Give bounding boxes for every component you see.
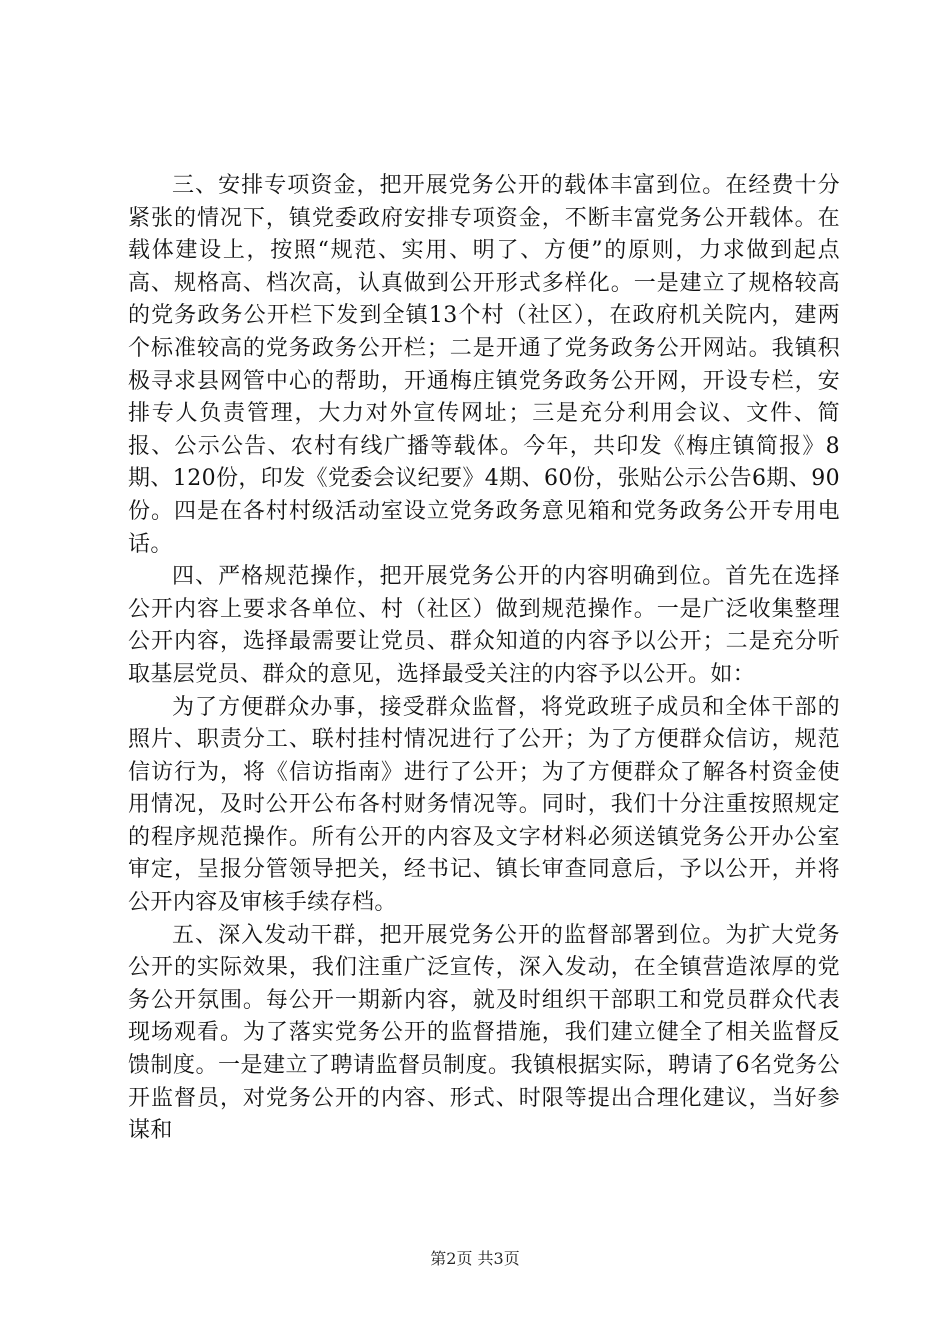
document-body <box>128 170 840 1148</box>
page-number-footer: 第2页 共3页 <box>430 1249 520 1268</box>
paragraph-examples: 为了方便群众办事，接受群众监督，将党政班子成员和全体干部的照片、职责分工、联村挂村情况进行了公开；为了方便群众信访，规范信访行为，将《信访指南》进行了公开；为了方便群众了解各村资金使用情况，及时公开公布各村财务情况等。同时，我们十分注重按照规定的程序规范操作。所有公开的内容及文字材料必须送镇党务公开办公室审定，呈报分管领导把关，经书记、镇长审查同意后，予以公开，并将公开内容及审核手续存档。 <box>128 694 840 916</box>
paragraph-section-four: 四、严格规范操作，把开展党务公开的内容明确到位。首先在选择公开内容上要求各单位、村（社区）做到规范操作。一是广泛收集整理公开内容，选择最需要让党员、群众知道的内容予以公开；二是充分听取基层党员、群众的意见，选择最受关注的内容予以公开。如： <box>128 564 840 687</box>
paragraph-section-three: 三、安排专项资金，把开展党务公开的载体丰富到位。在经费十分紧张的情况下，镇党委政府安排专项资金，不断丰富党务公开载体。在载体建设上，按照“规范、实用、明了、方便”的原则，力求做到起点高、规格高、档次高，认真做到公开形式多样化。一是建立了规格较高的党务政务公开栏下发到全镇13个村（社区），在政府机关院内，建两个标准较高的党务政务公开栏；二是开通了党务政务公开网站。我镇积极寻求县网管中心的帮助，开通梅庄镇党务政务公开网，开设专栏，安排专人负责管理，大力对外宣传网址；三是充分利用会议、文件、简报、公示公告、农村有线广播等载体。今年，共印发《梅庄镇简报》8期、120份，印发《党委会议纪要》4期、60份，张贴公示公告6期、90份。四是在各村村级活动室设立党务政务意见箱和党务政务公开专用电话。 <box>128 173 840 557</box>
paragraph-section-five: 五、深入发动干群，把开展党务公开的监督部署到位。为扩大党务公开的实际效果，我们注重广泛宣传，深入发动，在全镇营造浓厚的党务公开氛围。每公开一期新内容，就及时组织干部职工和党员群众代表现场观看。为了落实党务公开的监督措施，我们建立健全了相关监督反馈制度。一是建立了聘请监督员制度。我镇根据实际，聘请了6名党务公开监督员，对党务公开的内容、形式、时限等提出合理化建议，当好参谋和 <box>128 922 840 1144</box>
